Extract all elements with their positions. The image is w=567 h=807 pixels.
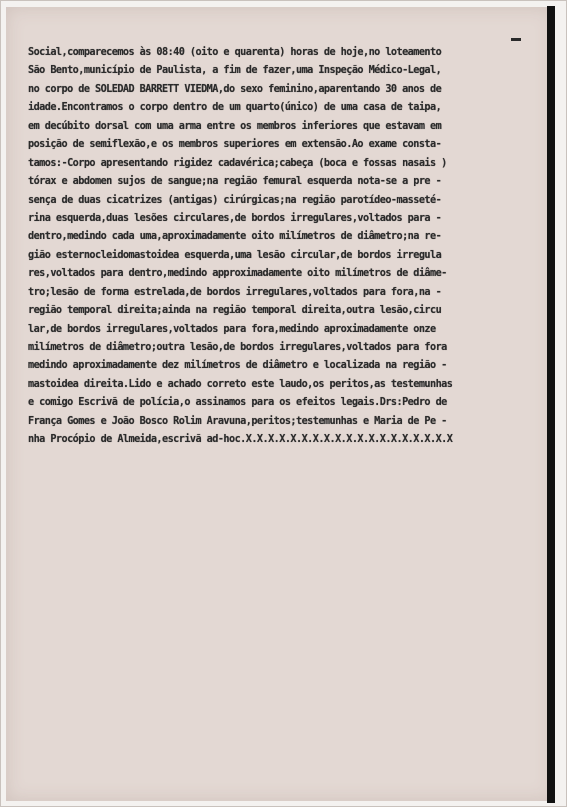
text-line: milímetros de diâmetro;outra lesão,de bordos irregulares,voltados para fora xyxy=(28,342,447,353)
paper-sheet xyxy=(6,7,553,801)
text-line: rina esquerda,duas lesões circulares,de bordos irregulares,voltados para - xyxy=(28,212,442,224)
text-line: idade.Encontramos o corpo dentro de um quarto(único) de uma casa de taipa, xyxy=(28,102,442,114)
text-line: Social,comparecemos às 08:40 (oito e quarenta) horas de hoje,no loteamento xyxy=(28,47,442,58)
text-line: tórax e abdomen sujos de sangue;na região femural esquerda nota-se a pre - xyxy=(28,176,442,188)
text-line: gião esternocleidomastoidea esquerda,uma lesão circular,de bordos irregula xyxy=(28,249,442,261)
text-line: medindo aproximadamente dez milímetros de diâmetro e localizada na região - xyxy=(28,360,447,372)
typewritten-text xyxy=(28,44,540,450)
text-line: em decúbito dorsal com uma arma entre os membros inferiores que estavam em xyxy=(28,120,442,132)
text-line: no corpo de SOLEDAD BARRETT VIEDMA,do sexo feminino,aparentando 30 anos de xyxy=(28,83,442,95)
text-line: sença de duas cicatrizes (antigas) cirúrgicas;na região parotídeo-masseté- xyxy=(28,194,442,206)
text-line: res,voltados para dentro,medindo approximadamente oito milímetros de diâme- xyxy=(28,268,447,280)
corner-mark xyxy=(511,38,521,41)
text-line: posição de semiflexão,e os membros superiores em extensão.Ao exame consta- xyxy=(28,139,442,151)
text-line: tamos:-Corpo apresentando rigidez cadavérica;cabeça (boca e fossas nasais ) xyxy=(28,157,447,169)
text-line: e comigo Escrivã de polícia,o assinamos para os efeitos legais.Drs:Pedro de xyxy=(28,397,447,409)
text-line: França Gomes e João Bosco Rolim Aravuna,peritos;testemunhas e Maria de Pe - xyxy=(28,415,447,427)
text-line: lar,de bordos irregulares,voltados para fora,medindo aproximadamente onze xyxy=(28,323,436,335)
text-line: tro;lesão de forma estrelada,de bordos irregulares,voltados para fora,na - xyxy=(28,286,442,298)
text-line: região temporal direita;ainda na região temporal direita,outra lesão,circu xyxy=(28,305,442,317)
text-line: dentro,medindo cada uma,aproximadamente oito milímetros de diâmetro;na re- xyxy=(28,231,442,243)
text-line: São Bento,município de Paulista, a fim de fazer,uma Inspeção Médico-Legal, xyxy=(28,65,442,77)
text-line: nha Procópio de Almeida,escrivã ad-hoc.X.X.X.X.X.X.X.X.X.X.X.X.X.X.X.X.X.X.X xyxy=(28,434,453,446)
text-line: mastoidea direita.Lido e achado correto este laudo,os peritos,as testemunhas xyxy=(28,378,453,390)
scanner-edge-shadow xyxy=(547,6,555,803)
